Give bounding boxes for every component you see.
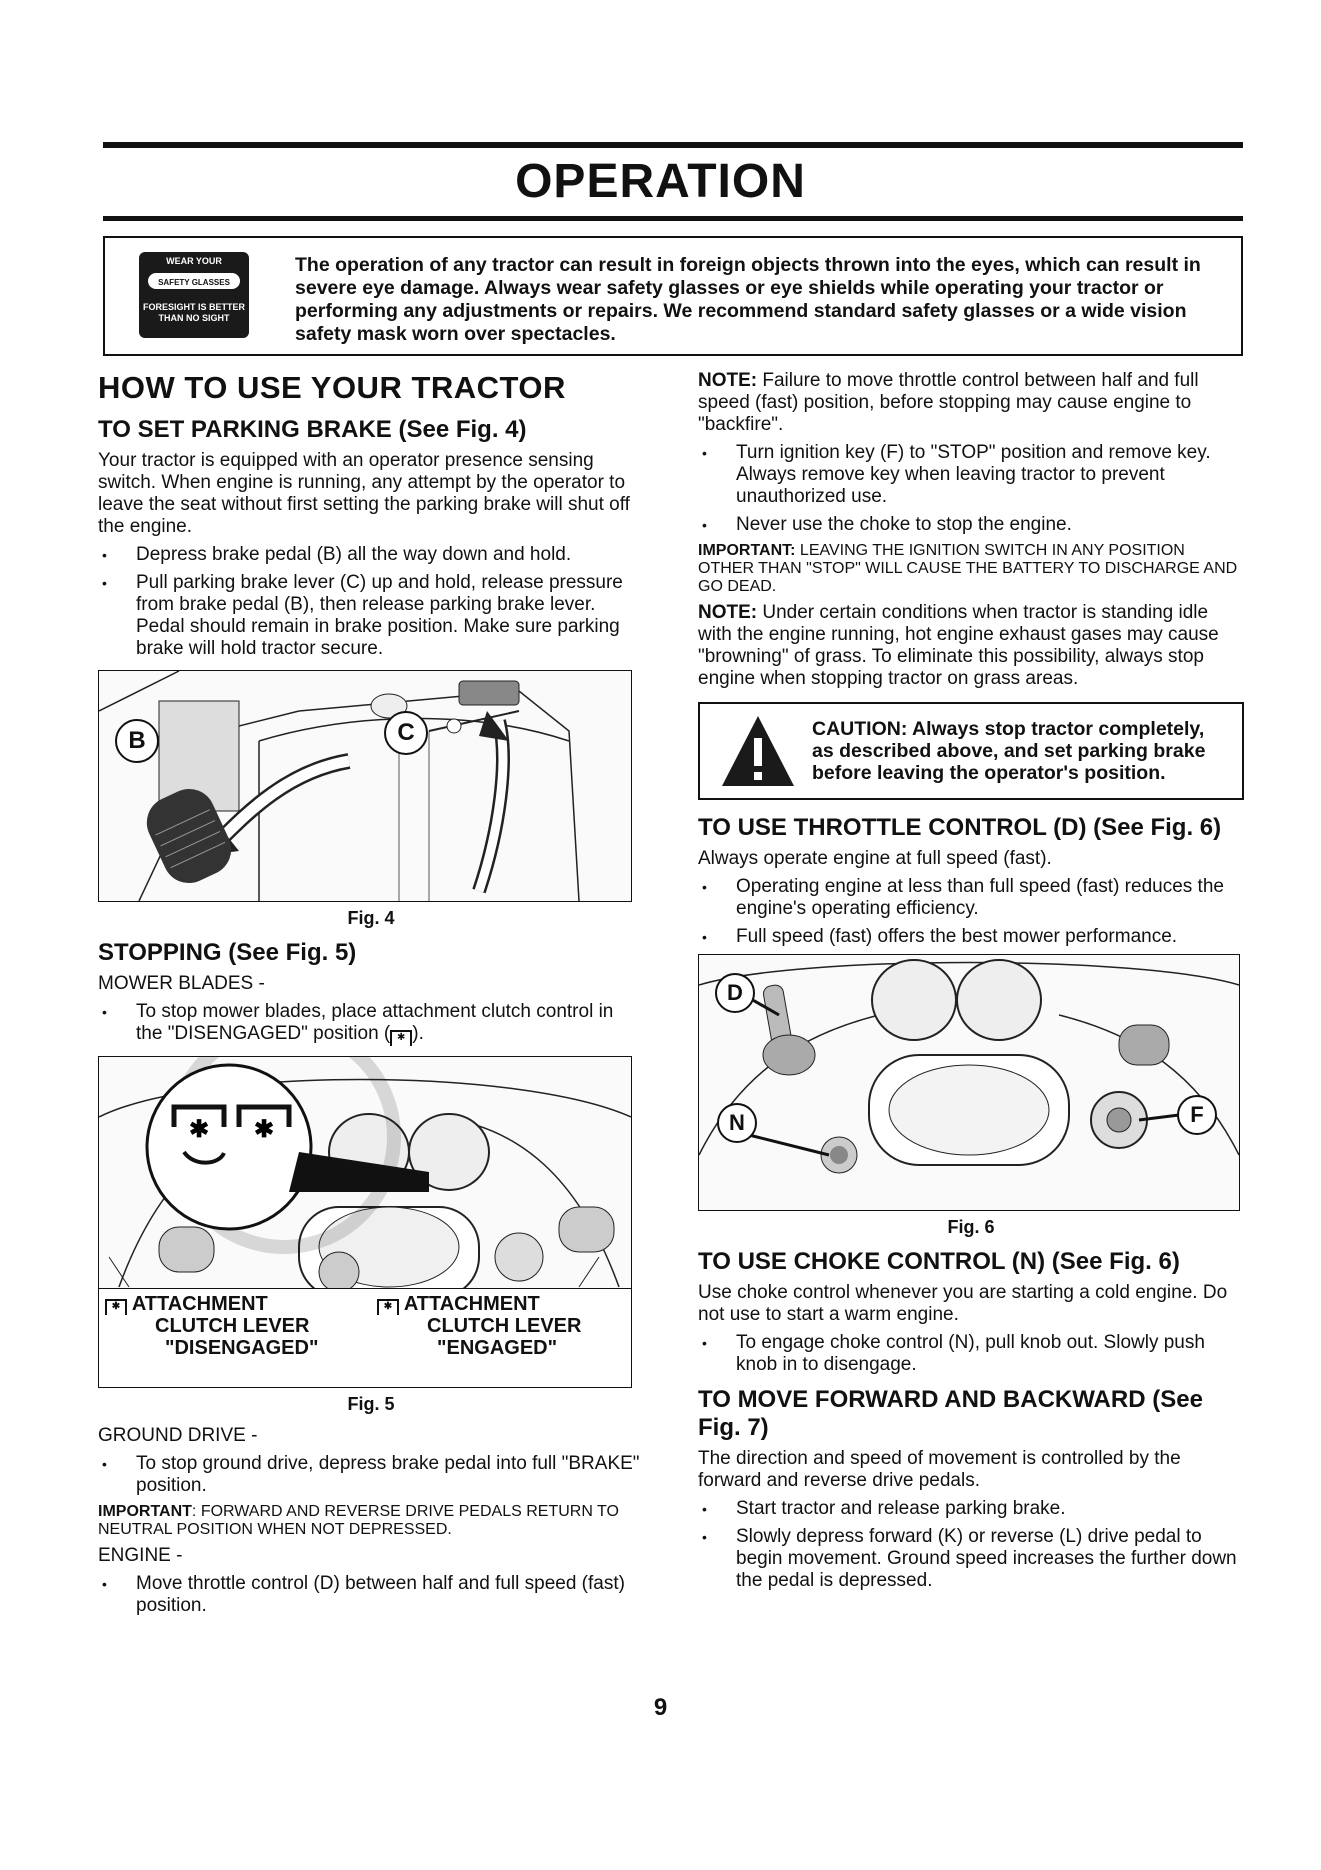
list-item: • Move throttle control (D) between half and full speed (fast) position. [98, 1573, 644, 1617]
list-item: • Operating engine at less than full speed (fast) reduces the engine's operating efficiency. [698, 876, 1244, 920]
important-text: : FORWARD AND REVERSE DRIVE PEDALS RETURN TO NEUTRAL POSITION WHEN NOT DEPRESSED. [98, 1503, 619, 1538]
engine-steps [98, 1573, 644, 1617]
note-backfire [698, 370, 1244, 436]
note-browning [698, 602, 1244, 690]
page-number: 9 [653, 1694, 668, 1721]
ground-drive-label: GROUND DRIVE - [98, 1425, 258, 1446]
callout-n: N [717, 1103, 757, 1143]
svg-text:✱: ✱ [188, 1116, 210, 1143]
badge-bottom-text-1: FORESIGHT IS BETTER [142, 302, 245, 312]
note-text: Under certain conditions when tractor is standing idle with the engine running, hot engine exhaust gases may cause "browning" of grass. To eliminate this possibility, always stop engine when stopping tractor on grass areas. [698, 602, 1219, 689]
safety-glasses-icon [144, 267, 244, 295]
note-label: NOTE: [698, 602, 758, 623]
choke-intro: Use choke control whenever you are starting a cold engine. Do not use to start a warm engine. [698, 1282, 1228, 1325]
move-steps [698, 1498, 1244, 1592]
safety-glasses-badge [139, 252, 249, 338]
parking-brake-steps [98, 544, 644, 660]
legend-right-line-2: CLUTCH LEVER [427, 1315, 582, 1337]
safety-warning-box [103, 236, 1243, 356]
figure-5-image [98, 1056, 632, 1388]
list-item: • Full speed (fast) offers the best mower performance. [698, 926, 1244, 948]
choke-heading: TO USE CHOKE CONTROL (N) (See Fig. 6) [698, 1248, 1180, 1275]
section-heading: HOW TO USE YOUR TRACTOR [98, 370, 566, 405]
disengaged-symbol-icon: ✱ [105, 1299, 127, 1315]
badge-bottom-text-2: THAN NO SIGHT [158, 313, 230, 323]
callout-c: C [384, 711, 428, 755]
figure-6-image [698, 954, 1240, 1211]
choke-steps [698, 1332, 1244, 1376]
badge-top-text: WEAR YOUR [166, 256, 222, 266]
throttle-heading: TO USE THROTTLE CONTROL (D) (See Fig. 6) [698, 814, 1222, 841]
ground-drive-steps [98, 1453, 644, 1497]
svg-text:✱: ✱ [253, 1116, 275, 1143]
important-label: IMPORTANT [98, 1503, 192, 1520]
list-item: • Turn ignition key (F) to "STOP" position and remove key. Always remove key when leaving tractor to prevent unauthorized use. [698, 442, 1244, 508]
mower-bullet-text: To stop mower blades, place attachment clutch control in the "DISENGAGED" position ( [136, 1001, 614, 1044]
move-intro: The direction and speed of movement is controlled by the forward and reverse drive pedals. [698, 1448, 1181, 1491]
right-column [698, 370, 1244, 1598]
figure-5-caption: Fig. 5 [347, 1394, 395, 1414]
list-item: • To engage choke control (N), pull knob out. Slowly push knob in to disengage. [698, 1332, 1244, 1376]
mower-blades-steps [98, 1001, 644, 1046]
page-title: OPERATION [515, 155, 806, 208]
title-underline [103, 216, 1243, 221]
note-text: Failure to move throttle control between half and full speed (fast) position, before stopping may cause engine to "backfire". [698, 370, 1199, 435]
callout-b: B [115, 719, 159, 763]
parking-brake-intro: Your tractor is equipped with an operator presence sensing switch. When engine is running, any attempt by the operator to leave the seat without first setting the parking brake will shut off the engine. [98, 450, 630, 537]
ground-drive-important [98, 1503, 644, 1539]
figure-5-legend [99, 1288, 631, 1387]
move-heading: TO MOVE FORWARD AND BACKWARD (See Fig. 7) [698, 1386, 1203, 1441]
throttle-steps [698, 876, 1244, 948]
legend-right-line-3: "ENGAGED" [437, 1337, 558, 1359]
figure-6-caption: Fig. 6 [947, 1217, 995, 1237]
safety-warning-text: The operation of any tractor can result in foreign objects thrown into the eyes, which can result in severe eye damage. Always wear safety glasses or eye shields while operating your tractor or performing any adjustments or repairs. We recommend standard safety glasses or a wide vision safety mask worn over spectacles. [295, 254, 1201, 345]
list-item: • Slowly depress forward (K) or reverse (L) drive pedal to begin movement. Ground speed increases the further down the pedal is depressed. [698, 1526, 1244, 1592]
legend-left-line-1: ATTACHMENT [131, 1293, 268, 1315]
list-item: • To stop ground drive, depress brake pedal into full "BRAKE" position. [98, 1453, 644, 1497]
callout-f: F [1177, 1095, 1217, 1135]
disengaged-symbol-icon: ✱ [390, 1030, 412, 1046]
legend-engaged [377, 1293, 581, 1359]
throttle-choke-illustration [699, 955, 1239, 1210]
figure-4-caption: Fig. 4 [347, 908, 395, 928]
list-item: • Depress brake pedal (B) all the way down and hold. [98, 544, 644, 566]
list-item [98, 1001, 644, 1046]
stopping-heading: STOPPING (See Fig. 5) [98, 939, 357, 966]
engaged-symbol-icon: ✱ [377, 1299, 399, 1315]
mower-blades-label: MOWER BLADES - [98, 973, 265, 994]
mower-bullet-end: ). [412, 1023, 424, 1044]
parking-brake-heading: TO SET PARKING BRAKE (See Fig. 4) [98, 416, 527, 443]
legend-left-line-3: "DISENGAGED" [165, 1337, 319, 1359]
engine-label: ENGINE - [98, 1545, 183, 1566]
top-rule [103, 142, 1243, 148]
badge-mid-text: SAFETY GLASSES [158, 278, 230, 287]
note-label: NOTE: [698, 370, 758, 391]
legend-right-line-1: ATTACHMENT [403, 1293, 540, 1315]
stop-engine-steps [698, 442, 1244, 536]
list-item: • Never use the choke to stop the engine. [698, 514, 1244, 536]
figure-4-image [98, 670, 632, 902]
important-text: LEAVING THE IGNITION SWITCH IN ANY POSITION OTHER THAN "STOP" WILL CAUSE THE BATTERY TO DISCHARGE AND GO DEAD. [698, 542, 1238, 595]
caution-box [698, 702, 1244, 800]
brake-pedal-illustration [99, 671, 631, 901]
caution-text: CAUTION: Always stop tractor completely, as described above, and set parking brake before leaving the operator's position. [812, 718, 1206, 784]
ignition-important [698, 542, 1244, 596]
legend-disengaged [105, 1293, 318, 1359]
important-label: IMPORTANT: [698, 542, 796, 559]
throttle-intro: Always operate engine at full speed (fast). [698, 848, 1052, 869]
caution-triangle-icon [718, 712, 798, 792]
list-item: • Pull parking brake lever (C) up and hold, release pressure from brake pedal (B), then release parking brake lever. Pedal should remain in brake position. Make sure parking brake will hold tractor secure. [98, 572, 644, 660]
left-column [98, 370, 644, 1623]
callout-d: D [715, 973, 755, 1013]
list-item: • Start tractor and release parking brake. [698, 1498, 1244, 1520]
legend-left-line-2: CLUTCH LEVER [155, 1315, 310, 1337]
